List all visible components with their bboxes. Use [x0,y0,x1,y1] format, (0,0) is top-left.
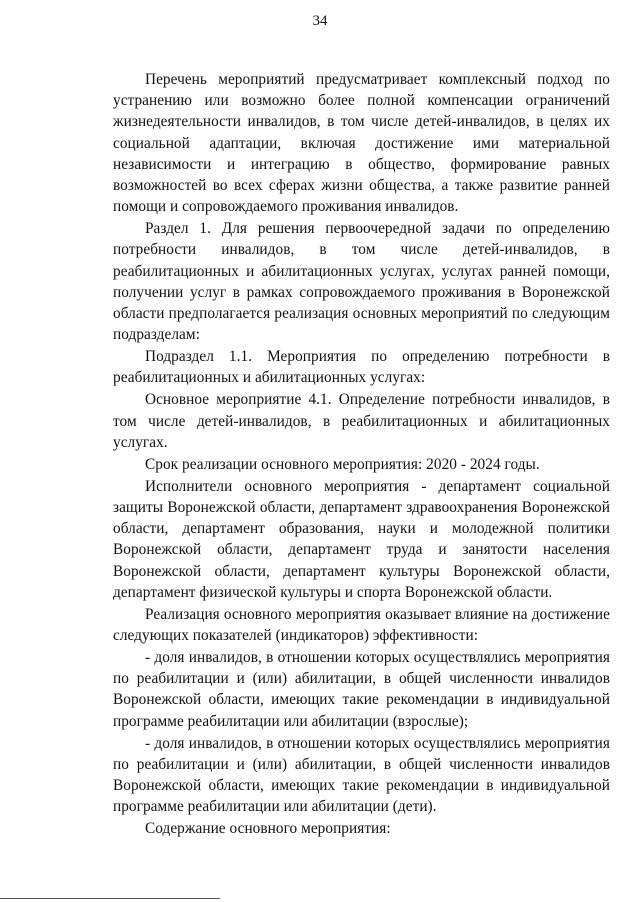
paragraph-executors: Исполнители основного мероприятия - департамент социальной защиты Воронежской области, департамент здравоохранения Воронежской области, департамент образования, науки и молодежной политики Воронежской области, департамент труда и занятости населения Воронежской области, департамент культуры Воронежской области, департамент физической культуры и спорта Воронежской области. [113,477,610,601]
paragraph-indicator-adults: - доля инвалидов, в отношении которых осуществлялись мероприятия по реабилитации и (или) абилитации, в общей численности инвалидов Воронежской области, имеющих такие рекомендации в индивидуальной программе реабилитации или абилитации (взрослые); [113,649,610,730]
paragraph-implementation-period: Срок реализации основного мероприятия: 2020 - 2024 годы. [145,455,540,473]
paragraph-indicator-children: - доля инвалидов, в отношении которых осуществлялись мероприятия по реабилитации и (или) абилитации, в общей численности инвалидов Воронежской области, имеющих такие рекомендации в индивидуальной программе реабилитации или абилитации (дети). [113,734,610,816]
paragraph-content-heading: Содержание основного мероприятия: [145,820,391,838]
paragraph-intro: Перечень мероприятий предусматривает комплексный подход по устранению или возможно более полной компенсации ограничений жизнедеятельности инвалидов, в том числе детей-инвалидов, в целях их социальной адаптации, включая достижение ими материальной независимости и интеграцию в общество, формирование равных возможностей во всех сферах жизни общества, а также развитие ранней помощи и сопровождаемого проживания инвалидов. [113,71,610,216]
paragraph-main-activity-4-1: Основное мероприятие 4.1. Определение потребности инвалидов, в том числе детей-инвалидов, в реабилитационных и абилитационных услугах. [113,391,610,451]
document-body [113,69,610,839]
paragraph-subsection-1-1: Подраздел 1.1. Мероприятия по определению потребности в реабилитационных и абилитационных услугах: [113,348,610,387]
paragraph-indicators-intro: Реализация основного мероприятия оказывает влияние на достижение следующих показателей (индикаторов) эффективности: [113,605,610,645]
page-number: 34 [312,13,328,29]
paragraph-section-1: Раздел 1. Для решения первоочередной задачи по определению потребности инвалидов, в том числе детей-инвалидов, в реабилитационных и абилитационных услугах, услугах ранней помощи, получении услуг в рамках сопровождаемого проживания в Воронежской области предполагается реализация основных мероприятий по следующим подразделам: [113,220,610,344]
page-bottom-rule [0,898,220,899]
